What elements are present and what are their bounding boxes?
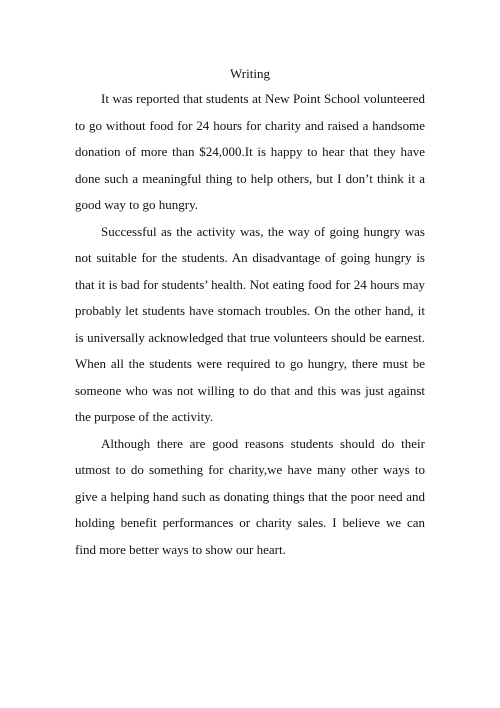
document-body	[75, 86, 425, 563]
paragraph-2: Successful as the activity was, the way of going hungry was not suitable for the students. An disadvantage of going hungry is that it is bad for students’ health. Not eating food for 24 hours may probably let students have stomach troubles. On the other hand, it is universally acknowledged that true volunteers should be earnest. When all the students were required to go hungry, there must be someone who was not willing to do that and this was just against the purpose of the activity.	[75, 223, 425, 424]
paragraph-1: It was reported that students at New Point School volunteered to go without food for 24 hours for charity and raised a handsome donation of more than $24,000.It is happy to hear that they have done such a meaningful thing to help others, but I don’t think it a good way to go hungry.	[75, 91, 425, 212]
paragraph-3: Although there are good reasons students should do their utmost to do something for charity,we have many other ways to give a helping hand such as donating things that the poor need and holding benefit performances or charity sales. I believe we can find more better ways to show our heart.	[75, 435, 425, 557]
document-title: Writing	[230, 66, 270, 81]
